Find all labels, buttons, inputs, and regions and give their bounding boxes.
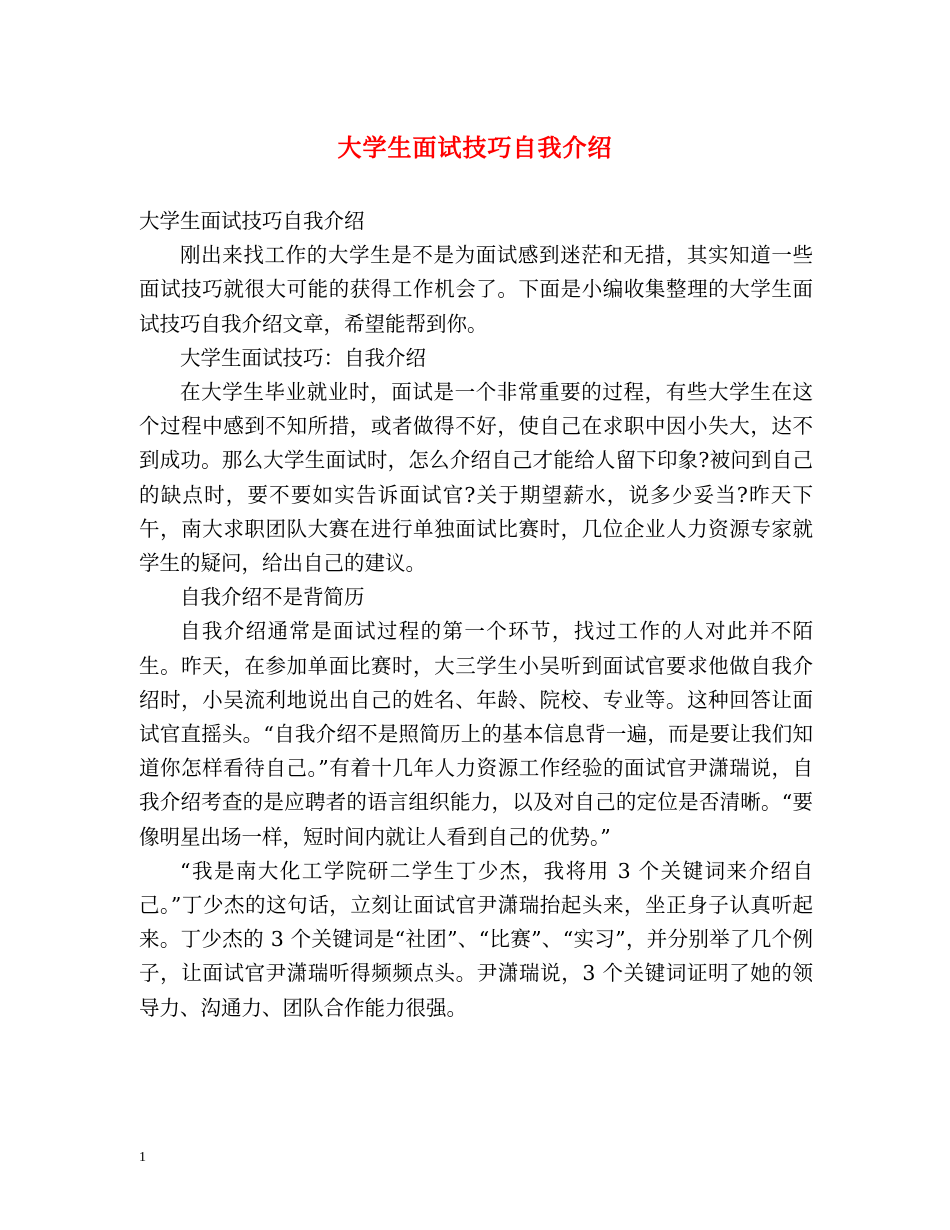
paragraph-heading: 大学生面试技巧自我介绍	[139, 209, 365, 233]
paragraph-background: 在大学生毕业就业时，面试是一个非常重要的过程，有些大学生在这个过程中感到不知所措，或者做得不好，使自己在求职中因小失大，达不到成功。那么大学生面试时，怎么介绍自己才能给人留下印象?被问到自己的缺点时，要不要如实告诉面试官?关于期望薪水，说多少妥当?昨天下午，南大求职团队大赛在进行单独面试比赛时，几位企业人力资源专家就学生的疑问，给出自己的建议。	[139, 380, 813, 576]
section-heading-self-intro: 大学生面试技巧：自我介绍	[180, 345, 426, 370]
document-title: 大学生面试技巧自我介绍	[337, 133, 613, 162]
page-number: 1	[139, 1150, 146, 1165]
paragraph-intro: 刚出来找工作的大学生是不是为面试感到迷茫和无措，其实知道一些面试技巧就很大可能的获得工作机会了。下面是小编收集整理的大学生面试技巧自我介绍文章，希望能帮到你。	[139, 243, 813, 336]
paragraph-example-wu: 自我介绍通常是面试过程的第一个环节，找过工作的人对此并不陌生。昨天，在参加单面比赛时，大三学生小吴听到面试官要求他做自我介绍时，小吴流利地说出自己的姓名、年龄、院校、专业等。这种回答让面试官直摇头。“自我介绍不是照简历上的基本信息背一遍，而是要让我们知道你怎样看待自己。”有着十几年人力资源工作经验的面试官尹潇瑞说，自我介绍考查的是应聘者的语言组织能力，以及对自己的定位是否清晰。“要像明星出场一样，短时间内就让人看到自己的优势。”	[139, 619, 813, 849]
paragraph-example-ding: “我是南大化工学院研二学生丁少杰，我将用 3 个关键词来介绍自己。”丁少杰的这句话，立刻让面试官尹潇瑞抬起头来，坐正身子认真听起来。丁少杰的 3 个关键词是“社团”、“比赛”、“实习”，并分别举了几个例子，让面试官尹潇瑞听得频频点头。尹潇瑞说，3 个关键词证明了她的领导力、沟通力、团队合作能力很强。	[139, 858, 813, 1020]
document-body	[139, 204, 813, 1025]
section-heading-not-resume: 自我介绍不是背简历	[180, 585, 365, 610]
